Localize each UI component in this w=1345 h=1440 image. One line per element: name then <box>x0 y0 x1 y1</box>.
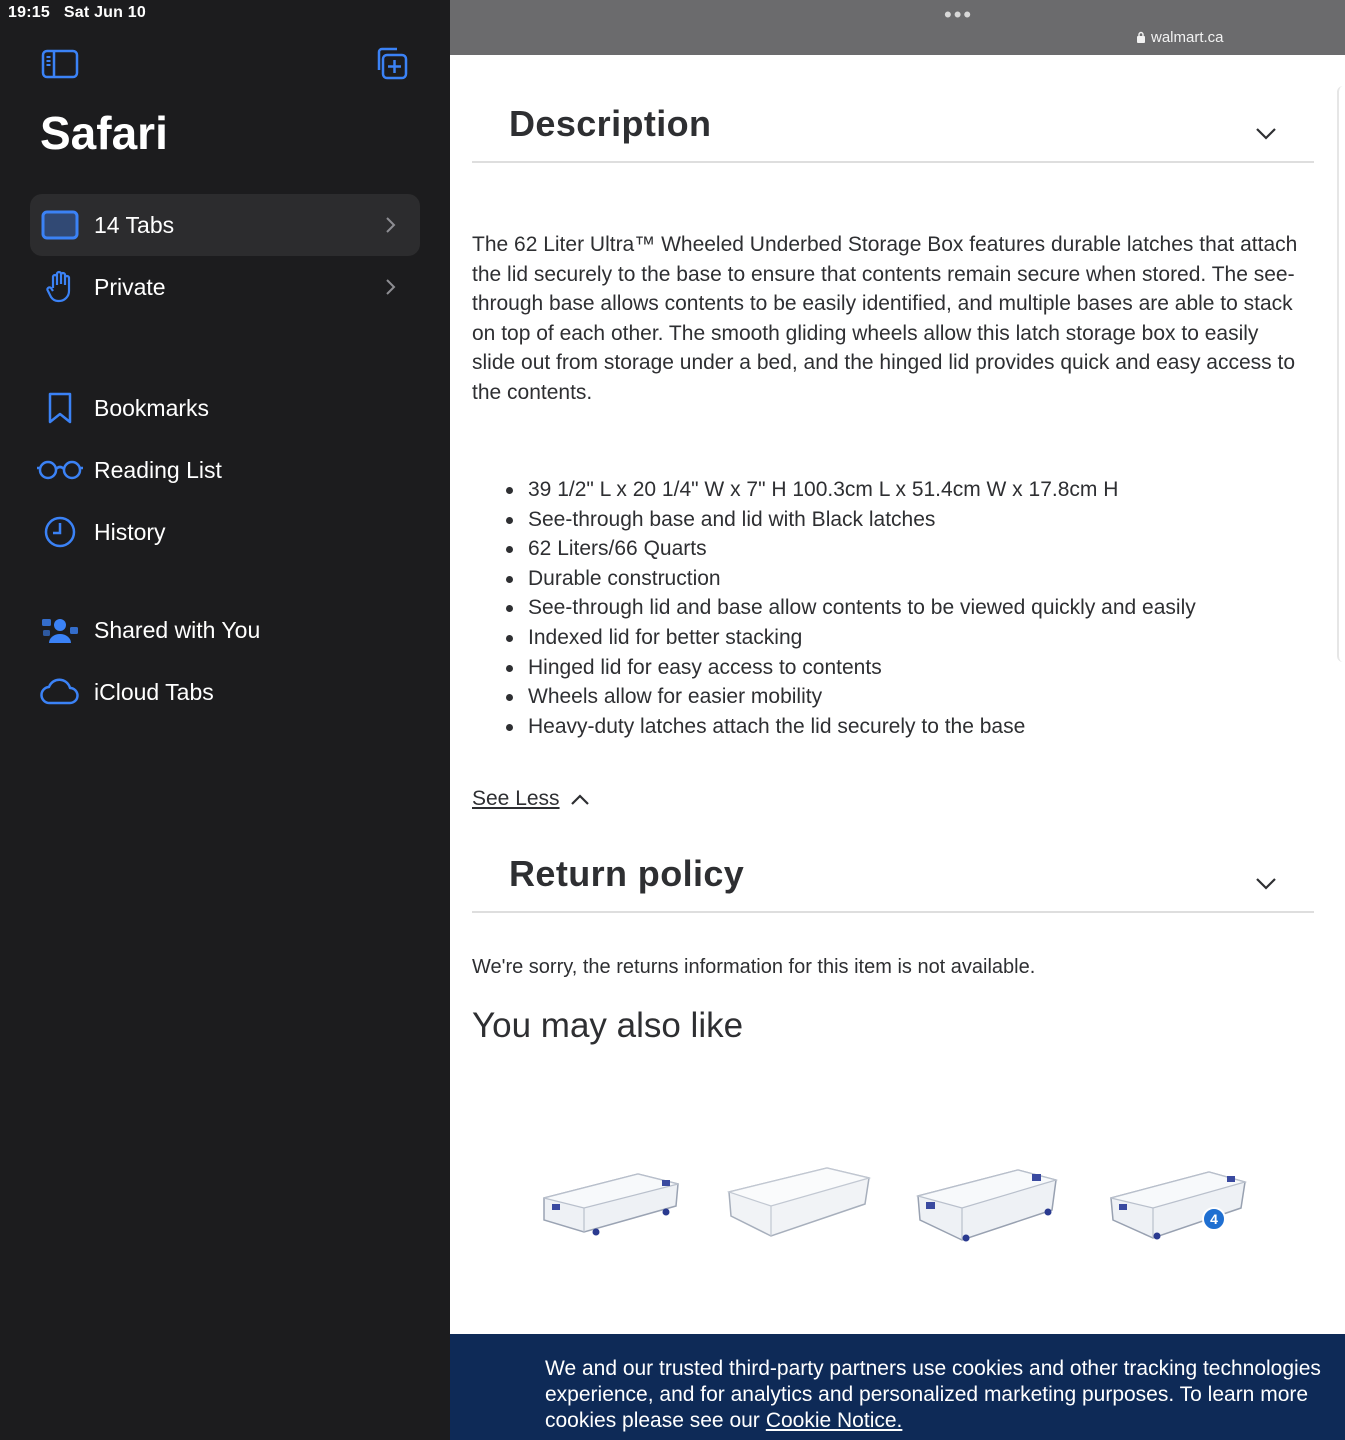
glasses-icon <box>30 439 90 501</box>
sidebar-item-history[interactable] <box>30 501 420 563</box>
list-item: Hinged lid for easy access to contents <box>472 653 1302 683</box>
list-item: See-through base and lid with Black latches <box>472 505 1302 535</box>
count-badge <box>1202 1207 1226 1231</box>
status-time: 19:15 <box>8 4 50 21</box>
return-policy-heading: Return policy <box>509 853 745 894</box>
new-tab-group-icon[interactable] <box>371 44 411 84</box>
hand-icon <box>30 256 90 318</box>
url-text: walmart.ca <box>1151 29 1224 46</box>
list-item: 39 1/2" L x 20 1/4" W x 7" H 100.3cm L x 51.4cm W x 17.8cm H <box>472 475 1302 505</box>
see-less-link[interactable] <box>472 787 590 811</box>
chevron-right-icon <box>380 214 400 236</box>
bookmark-icon <box>30 377 90 439</box>
tabs-icon <box>30 194 90 256</box>
chevron-right-icon <box>380 276 400 298</box>
count-badge-value: 4 <box>1210 1211 1218 1227</box>
list-item: 62 Liters/66 Quarts <box>472 534 1302 564</box>
description-heading: Description <box>509 103 712 144</box>
clock-icon <box>30 501 90 563</box>
cookie-banner-text <box>545 1356 1345 1433</box>
sidebar-item-label: Bookmarks <box>94 394 210 421</box>
chevron-down-icon[interactable] <box>1254 871 1278 895</box>
list-item: See-through lid and base allow contents to be viewed quickly and easily <box>472 593 1302 623</box>
sidebar-item-shared-with-you[interactable] <box>30 599 420 661</box>
sidebar-item-reading-list[interactable] <box>30 439 420 501</box>
description-text: The 62 Liter Ultra™ Wheeled Underbed Storage Box features durable latches that attach the lid securely to the base to ensure that contents remain secure when stored. The see-through base allows contents to be easily identified, and multiple bases are able to stack on top of each other. The smooth gliding wheels allow this latch storage box to easily slide out from storage under a bed, and the hinged lid provides quick and easy access to the contents. <box>472 233 1298 404</box>
list-item: Durable construction <box>472 564 1302 594</box>
sidebar-toggle-icon[interactable] <box>40 44 80 84</box>
return-policy-text: We're sorry, the returns information for this item is not available. <box>472 956 1036 978</box>
feature-list <box>472 475 1302 741</box>
web-content[interactable] <box>450 0 1345 1440</box>
sidebar-item-bookmarks[interactable] <box>30 377 420 439</box>
url-display[interactable] <box>1136 29 1224 46</box>
list-item: Wheels allow for easier mobility <box>472 682 1302 712</box>
product-thumbnail[interactable] <box>538 1150 688 1250</box>
recommendations-heading: You may also like <box>472 1006 744 1045</box>
status-bar <box>8 4 160 22</box>
sidebar-item-tabs[interactable] <box>30 194 420 256</box>
cookie-banner <box>450 1334 1345 1440</box>
sidebar-title: Safari <box>40 107 168 159</box>
sidebar-item-label: iCloud Tabs <box>94 678 214 705</box>
list-item: Heavy-duty latches attach the lid securely to the base <box>472 712 1302 742</box>
sidebar-item-label: History <box>94 518 166 545</box>
cookie-line-2: experience, and for analytics and personalized marketing purposes. To learn more <box>545 1382 1309 1406</box>
safari-sidebar <box>0 0 450 1440</box>
cookie-line-3: cookies please see our <box>545 1408 760 1432</box>
scroll-indicator <box>1337 86 1345 662</box>
cookie-line-1: We and our trusted third-party partners use cookies and other tracking technologies <box>545 1357 1321 1380</box>
product-thumbnail[interactable] <box>1105 1150 1255 1250</box>
shared-people-icon <box>30 599 90 661</box>
cookie-notice-link[interactable]: Cookie Notice. <box>765 1408 903 1432</box>
sidebar-item-icloud-tabs[interactable] <box>30 661 420 723</box>
sidebar-item-label: 14 Tabs <box>94 211 175 238</box>
chevron-down-icon[interactable] <box>1254 121 1278 145</box>
lock-icon <box>1136 31 1146 44</box>
more-dots-icon[interactable]: ••• <box>944 2 974 27</box>
cloud-icon <box>30 661 90 723</box>
url-bar[interactable] <box>450 0 1345 55</box>
sidebar-item-label: Reading List <box>94 456 222 483</box>
list-item: Indexed lid for better stacking <box>472 623 1302 653</box>
description-header[interactable] <box>472 103 1314 163</box>
return-policy-header[interactable] <box>472 853 1314 913</box>
see-less-label: See Less <box>472 787 560 810</box>
product-thumbnail[interactable] <box>725 1150 875 1250</box>
chevron-up-icon <box>570 792 590 806</box>
sidebar-item-label: Shared with You <box>94 616 261 643</box>
status-date: Sat Jun 10 <box>63 4 146 21</box>
sidebar-item-label: Private <box>94 273 166 300</box>
product-thumbnail[interactable] <box>914 1150 1064 1250</box>
sidebar-item-private[interactable] <box>30 256 420 318</box>
